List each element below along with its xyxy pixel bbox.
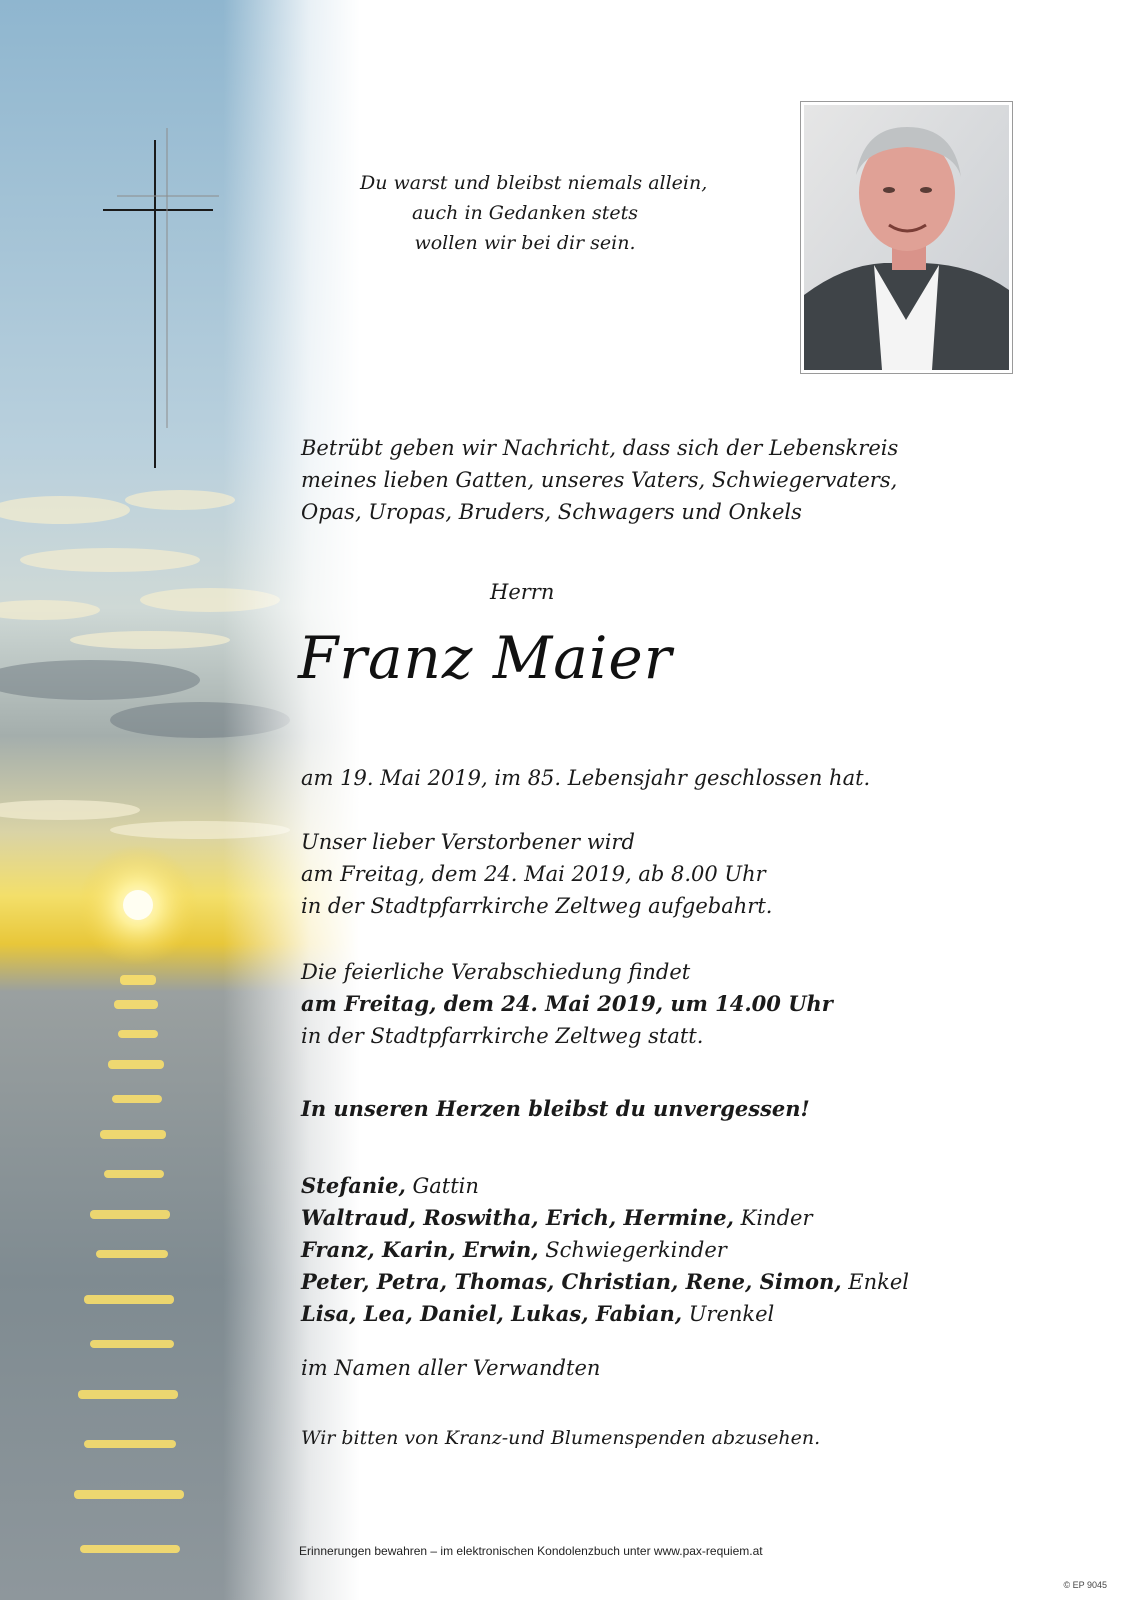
viewing-line: am Freitag, dem 24. Mai 2019, ab 8.00 Uhr xyxy=(301,862,766,886)
announcement-intro xyxy=(301,432,898,528)
family-row xyxy=(301,1266,909,1298)
ceremony-line: in der Stadtpfarrkirche Zeltweg statt. xyxy=(301,1024,704,1048)
family-names: Waltraud, Roswitha, Erich, Hermine, xyxy=(301,1205,734,1230)
family-names: Franz, Karin, Erwin, xyxy=(301,1237,539,1262)
honorific: Herrn xyxy=(490,580,555,604)
ceremony-line: Die feierliche Verabschiedung findet xyxy=(301,960,691,984)
family-names: Stefanie, xyxy=(301,1173,406,1198)
viewing-line: Unser lieber Verstorbener wird xyxy=(301,830,635,854)
family-relation: Kinder xyxy=(740,1206,813,1230)
intro-line: Opas, Uropas, Bruders, Schwagers und Onkels xyxy=(301,500,802,524)
portrait-photo xyxy=(800,101,1013,374)
footer-note: Erinnerungen bewahren – im elektronischen Kondolenzbuch unter www.pax-requiem.at xyxy=(299,1544,763,1558)
family-relation: Enkel xyxy=(848,1270,910,1294)
remembrance-line: In unseren Herzen bleibst du unvergessen! xyxy=(301,1096,810,1121)
death-date-line: am 19. Mai 2019, im 85. Lebensjahr geschlossen hat. xyxy=(301,766,871,790)
relatives-note: im Namen aller Verwandten xyxy=(301,1356,601,1380)
family-row xyxy=(301,1202,909,1234)
viewing-info xyxy=(301,826,772,922)
ceremony-info xyxy=(301,956,833,1052)
intro-line: Betrübt geben wir Nachricht, dass sich der Lebenskreis xyxy=(301,436,899,460)
family-list xyxy=(301,1170,909,1330)
quote-line: wollen wir bei dir sein. xyxy=(414,232,636,254)
family-relation: Schwiegerkinder xyxy=(545,1238,727,1262)
family-relation: Gattin xyxy=(412,1174,479,1198)
viewing-line: in der Stadtpfarrkirche Zeltweg aufgebahrt. xyxy=(301,894,773,918)
ceremony-date-line: am Freitag, dem 24. Mai 2019, um 14.00 Uhr xyxy=(301,991,833,1016)
family-row xyxy=(301,1234,909,1266)
family-row xyxy=(301,1170,909,1202)
family-row xyxy=(301,1298,909,1330)
quote-line: Du warst und bleibst niemals allein, xyxy=(360,172,708,194)
cross-icon xyxy=(95,128,225,473)
memorial-quote xyxy=(360,168,708,258)
print-code: © EP 9045 xyxy=(1063,1580,1107,1590)
intro-line: meines lieben Gatten, unseres Vaters, Schwiegervaters, xyxy=(301,468,898,492)
deceased-name: Franz Maier xyxy=(298,624,673,692)
family-relation: Urenkel xyxy=(688,1302,775,1326)
quote-line: auch in Gedanken stets xyxy=(411,202,639,224)
donations-note: Wir bitten von Kranz-und Blumenspenden abzusehen. xyxy=(301,1427,821,1449)
family-names: Peter, Petra, Thomas, Christian, Rene, Simon, xyxy=(301,1269,842,1294)
family-names: Lisa, Lea, Daniel, Lukas, Fabian, xyxy=(301,1301,683,1326)
